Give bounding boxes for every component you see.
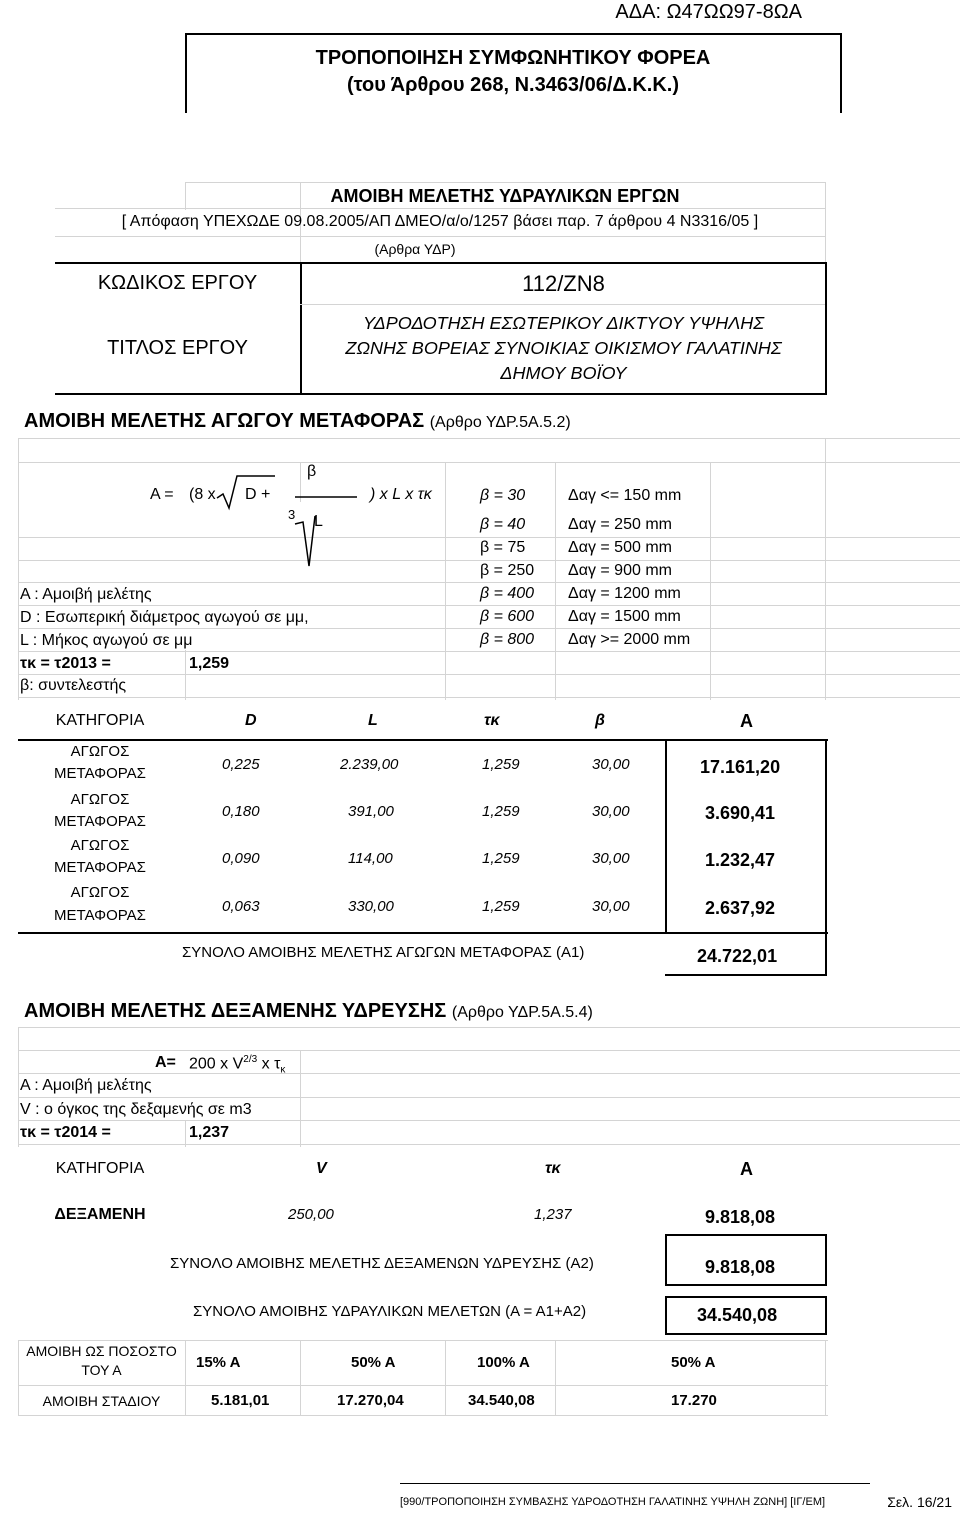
daf-2: Δαγ = 250 mm [568,516,672,533]
tank-row-v: 250,00 [288,1206,334,1223]
tk-2014-value: 1,237 [189,1124,230,1141]
col-category: ΚΑΤΗΓΟΡΙΑ [55,712,145,729]
pipes-a-column-left [665,741,667,932]
project-title-line1: ΥΔΡΟΔΟΤΗΣΗ ΕΣΩΤΕΡΙΚΟΥ ΔΙΚΤΥΟΥ ΥΨΗΛΗΣ [362,313,765,333]
row-cat-1: ΑΓΩΓΟΣ [70,791,130,808]
grid-line [18,560,960,561]
grid-line [18,605,960,606]
tank-col-category: ΚΑΤΗΓΟΡΙΑ [55,1160,145,1177]
tank-heading-ref: (Αρθρο ΥΔΡ.5Α.5.4) [451,1004,593,1021]
section-heading: ΑΜΟΙΒΗ ΜΕΛΕΤΗΣ ΥΔΡΑΥΛΙΚΩΝ ΕΡΓΩΝ [330,186,680,206]
tank-total-left [665,1234,667,1284]
col-l: L [368,712,378,729]
stage-pct-label-2: ΤΟΥ Α [81,1362,122,1378]
tank-row-tk: 1,237 [534,1206,572,1223]
grand-total-label: ΣΥΝΟΛΟ ΑΜΟΙΒΗΣ ΥΔΡΑΥΛΙΚΩΝ ΜΕΛΕΤΩΝ (Α = Α1+Α2) [193,1303,587,1320]
title-box-right [840,33,842,113]
grid-line [18,537,960,538]
stage-amount-2: 17.270,04 [337,1392,404,1409]
tank-col-tk: τκ [545,1160,561,1177]
col-beta: β [595,712,605,729]
daf-1: Δαγ <= 150 mm [568,487,682,504]
stage-pct-1: 15% Α [196,1354,241,1371]
row-cat-2: ΜΕΤΑΦΟΡΑΣ [54,859,146,876]
pipes-a-column-right [825,741,827,976]
pipes-heading-ref: (Αρθρο ΥΔΡ.5Α.5.2) [429,414,571,431]
row-beta: 30,00 [592,850,630,867]
project-title-label: ΤΙΤΛΟΣ ΕΡΓΟΥ [107,337,248,359]
grid-line [18,1097,960,1098]
grid-line [300,1340,301,1415]
grid-line [710,462,711,700]
grid-line [18,462,960,463]
stage-pct-3: 100% Α [477,1354,530,1371]
beta-3: β = 75 [480,539,526,556]
project-box-right [825,262,827,395]
tank-total-value: 9.818,08 [705,1257,776,1277]
ada-code: ΑΔΑ: Ω47ΩΩ97-8ΩΑ [615,1,802,23]
legend-l: L : Μήκος αγωγού σε μμ [20,632,193,649]
grid-line [445,1340,446,1415]
tank-formula [189,1054,285,1076]
grid-line [300,304,825,305]
beta-7: β = 800 [480,631,535,648]
project-title-line2: ΖΩΝΗΣ ΒΟΡΕΙΑΣ ΣΥΝΟΙΚΙΑΣ ΟΙΚΙΣΜΟΥ ΓΑΛΑΤΙΝΗΣ [345,338,782,358]
row-a: 2.637,92 [705,898,776,918]
doc-title-line2: (του Άρθρου 268, Ν.3463/06/Δ.Κ.Κ.) [346,74,680,96]
grid-line [300,1050,301,1147]
grid-line [18,651,960,652]
row-l: 114,00 [348,850,393,867]
row-l: 391,00 [348,803,394,820]
pipe-formula-d: D + [245,486,271,503]
tank-formula-sub: κ [280,1064,286,1076]
tank-total-rule [665,1284,827,1286]
row-l: 2.239,00 [340,756,399,773]
grid-line [185,182,825,183]
grid-line [18,697,960,698]
daf-3: Δαγ = 500 mm [568,539,672,556]
daf-6: Δαγ = 1500 mm [568,608,681,625]
footer-doc-ref: [990/ΤΡΟΠΟΠΟΙΗΣΗ ΣΥΜΒΑΣΗΣ ΥΔΡΟΔΟΤΗΣΗ ΓΑΛΑΤΙΝΗΣ ΥΨΗΛΗ ΖΩΝΗ] [ΙΓ/ΕΜ] [400,1496,826,1508]
daf-4: Δαγ = 900 mm [568,562,672,579]
grand-total-left [665,1296,667,1333]
grand-total-right [825,1296,827,1333]
pipes-total-rule [665,974,827,976]
grid-line [18,1050,960,1051]
row-beta: 30,00 [592,803,630,820]
stage-pct-4: 50% Α [671,1354,716,1371]
pipe-formula-lhs: Α = [150,486,174,503]
grid-line [18,1340,828,1341]
stage-amount-1: 5.181,01 [211,1392,270,1409]
title-box-top [185,33,842,35]
pipe-formula-l: L [314,513,323,530]
legend-d: D : Εσωπερική διάμετρος αγωγού σε μμ, [20,609,309,626]
pipes-total-value: 24.722,01 [697,946,778,966]
stage-amount-3: 34.540,08 [468,1392,535,1409]
tank-legend-v: V : ο όγκος της δεξαμενής σε m3 [20,1101,252,1118]
row-d: 0,063 [222,898,260,915]
pipes-table-rule [18,739,828,741]
beta-2: β = 40 [480,516,526,533]
doc-title-line1: ΤΡΟΠΟΠΟΙΗΣΗ ΣΥΜΦΩΝΗΤΙΚΟΥ ΦΟΡΕΑ [315,47,711,69]
row-cat-1: ΑΓΩΓΟΣ [70,743,130,760]
pipe-formula-root-index: 3 [288,507,296,522]
grid-line [18,1385,828,1386]
grand-total-value: 34.540,08 [697,1305,778,1325]
project-code-label: ΚΩΔΙΚΟΣ ΕΡΓΟΥ [97,272,258,294]
grid-line [555,462,556,700]
stage-amount-label: ΑΜΟΙΒΗ ΣΤΑΔΙΟΥ [42,1393,161,1409]
row-tk: 1,259 [482,850,520,867]
decision-reference: [ Απόφαση ΥΠΕΧΩΔΕ 09.08.2005/ΑΠ ΔΜΕΟ/α/ο/1257 βάσει παρ. 7 άρθρου 4 Ν3316/05 ] [121,213,759,230]
grid-line [18,1415,828,1416]
legend-b: β: συντελεστής [20,677,127,694]
grid-line [18,1073,960,1074]
row-l: 330,00 [348,898,394,915]
grid-line [185,1120,186,1147]
tank-row-a: 9.818,08 [705,1207,776,1227]
row-a: 17.161,20 [700,757,781,777]
project-title-line3: ΔΗΜΟΥ ΒΟΪΟΥ [500,363,627,383]
row-cat-2: ΜΕΤΑΦΟΡΑΣ [54,813,146,830]
row-d: 0,225 [222,756,260,773]
articles-note: (Αρθρα ΥΔΡ) [374,241,456,257]
grand-total-rule-top [665,1296,827,1298]
daf-7: Δαγ >= 2000 mm [568,631,691,648]
grid-line [445,462,446,700]
row-a: 1.232,47 [705,850,776,870]
row-beta: 30,00 [592,756,630,773]
row-cat-1: ΑΓΩΓΟΣ [70,837,130,854]
tank-legend-a: Α : Αμοιβή μελέτης [20,1077,152,1094]
legend-a: Α : Αμοιβή μελέτης [20,586,152,603]
row-cat-1: ΑΓΩΓΟΣ [70,884,130,901]
pipes-table-rule-bottom [18,932,828,934]
tank-heading [24,1000,593,1023]
grid-line [825,438,826,700]
title-box-left [185,33,187,113]
tank-col-a: Α [740,1159,753,1179]
beta-4: β = 250 [480,562,535,579]
pipes-heading [24,410,571,433]
grid-line [18,1027,19,1147]
row-d: 0,180 [222,803,260,820]
tk-2013-value: 1,259 [189,655,230,672]
grid-line [555,1340,556,1415]
tk-2013-label: τκ = τ2013 = [20,655,111,672]
col-a: Α [740,711,753,731]
stage-pct-label-1: ΑΜΟΙΒΗ ΩΣ ΠΟΣΟΣΤΟ [26,1343,177,1359]
col-d: D [245,712,257,729]
tank-total-label: ΣΥΝΟΛΟ ΑΜΟΙΒΗΣ ΜΕΛΕΤΗΣ ΔΕΞΑΜΕΝΩΝ ΥΔΡΕΥΣΗΣ (Α2) [170,1255,594,1272]
grid-line [18,582,960,583]
tk-2014-label: τκ = τ2014 = [20,1124,111,1141]
tank-formula-exp: 2/3 [243,1054,258,1065]
tank-formula-tail: x τ [261,1055,281,1073]
grid-line [18,1144,960,1145]
pipes-heading-text: ΑΜΟΙΒΗ ΜΕΛΕΤΗΣ ΑΓΩΓΟΥ ΜΕΤΑΦΟΡΑΣ [24,410,425,432]
row-tk: 1,259 [482,756,520,773]
beta-1: β = 30 [480,487,526,504]
tank-formula-lhs: Α= [155,1054,176,1071]
row-tk: 1,259 [482,803,520,820]
tank-row-cat: ΔΕΞΑΜΕΝΗ [54,1206,146,1223]
grid-line [185,650,186,700]
daf-5: Δαγ = 1200 mm [568,585,681,602]
row-cat-2: ΜΕΤΑΦΟΡΑΣ [54,765,146,782]
row-tk: 1,259 [482,898,520,915]
grid-line [18,628,960,629]
grid-line [18,1120,960,1121]
grid-line [55,208,825,209]
stage-pct-2: 50% Α [351,1354,396,1371]
tank-total-right [825,1234,827,1284]
grid-line [825,1340,826,1415]
pipes-total-label: ΣΥΝΟΛΟ ΑΜΟΙΒΗΣ ΜΕΛΕΤΗΣ ΑΓΩΓΩΝ ΜΕΤΑΦΟΡΑΣ (Α1) [182,944,585,961]
row-beta: 30,00 [592,898,630,915]
footer-rule [400,1483,870,1484]
pipe-formula-tail: ) x L x τκ [370,486,432,503]
tank-row-rule [665,1234,827,1236]
row-a: 3.690,41 [705,803,776,823]
pipe-formula-beta: β [307,463,317,480]
pipe-formula-open: (8 x [189,486,216,503]
stage-amount-4: 17.270 [671,1392,717,1409]
grid-line [55,236,825,237]
beta-5: β = 400 [480,585,535,602]
tank-heading-text: ΑΜΟΙΒΗ ΜΕΛΕΤΗΣ ΔΕΞΑΜΕΝΗΣ ΥΔΡΕΥΣΗΣ [24,1000,447,1022]
project-box-top [55,262,827,264]
grid-line [18,438,19,700]
grid-line [18,1027,960,1028]
row-cat-2: ΜΕΤΑΦΟΡΑΣ [54,907,146,924]
grid-line [185,1340,186,1415]
radical-signs [215,474,365,574]
grid-line [825,182,826,262]
col-tk: τκ [484,712,500,729]
tank-formula-rhs: 200 x V [189,1055,244,1073]
project-code-value: 112/ΖΝ8 [522,271,605,296]
grand-total-rule-bottom [665,1333,827,1335]
grid-line [18,674,960,675]
row-d: 0,090 [222,850,260,867]
tank-col-v: V [316,1160,327,1177]
footer-page-number: Σελ. 16/21 [887,1494,952,1510]
grid-line [18,438,960,439]
beta-6: β = 600 [480,608,535,625]
project-box-bottom [55,393,827,395]
